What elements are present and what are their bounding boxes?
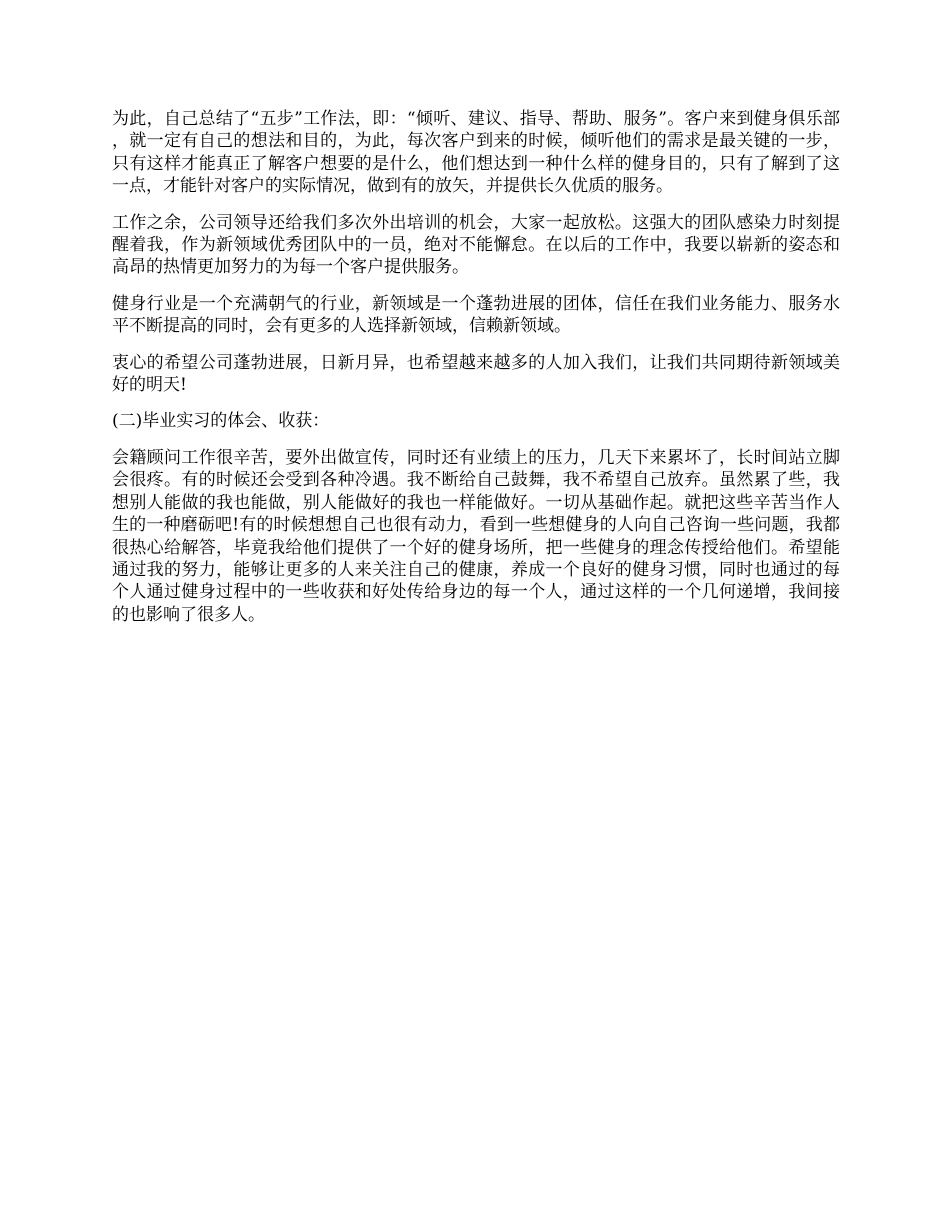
paragraph-training-team: 工作之余，公司领导还给我们多次外出培训的机会，大家一起放松。这强大的团队感染力时刻提醒着我，作为新领域优秀团队中的一员，绝对不能懈怠。在以后的工作中，我要以崭新的姿态和高昂的热情更加努力的为每一个客户提供服务。 [112,212,840,278]
paragraph-fitness-industry: 健身行业是一个充满朝气的行业，新领域是一个蓬勃进展的团体，信任在我们业务能力、服务水平不断提高的同时，会有更多的人选择新领域，信赖新领域。 [112,293,840,337]
document-page [112,108,840,640]
paragraph-membership-consultant: 会籍顾问工作很辛苦，要外出做宣传，同时还有业绩上的压力，几天下来累坏了，长时间站立脚会很疼。有的时候还会受到各种冷遇。我不断给自己鼓舞，我不希望自己放弃。虽然累了些，我想别人能做的我也能做，别人能做好的我也一样能做好。一切从基础作起。就把这些辛苦当作人生的一种磨砺吧!有的时候想想自己也很有动力，看到一些想健身的人向自己咨询一些问题，我都很热心给解答，毕竟我给他们提供了一个好的健身场所，把一些健身的理念传授给他们。希望能通过我的努力，能够让更多的人来关注自己的健康，养成一个良好的健身习惯，同时也通过的每个人通过健身过程中的一些收获和好处传给身边的每一个人，通过这样的一个几何递增，我间接的也影响了很多人。 [112,447,840,625]
paragraph-company-wishes: 衷心的希望公司蓬勃进展，日新月异，也希望越来越多的人加入我们，让我们共同期待新领域美好的明天! [112,352,840,396]
paragraph-five-step-method: 为此，自己总结了“五步”工作法，即：“倾听、建议、指导、帮助、服务”。客户来到健身俱乐部，就一定有自己的想法和目的，为此，每次客户到来的时候，倾听他们的需求是最关键的一步，只有这样才能真正了解客户想要的是什么，他们想达到一种什么样的健身目的，只有了解到了这一点，才能针对客户的实际情况，做到有的放矢，并提供长久优质的服务。 [112,109,840,197]
section-heading-internship-gains: (二)毕业实习的体会、收获： [112,411,330,432]
